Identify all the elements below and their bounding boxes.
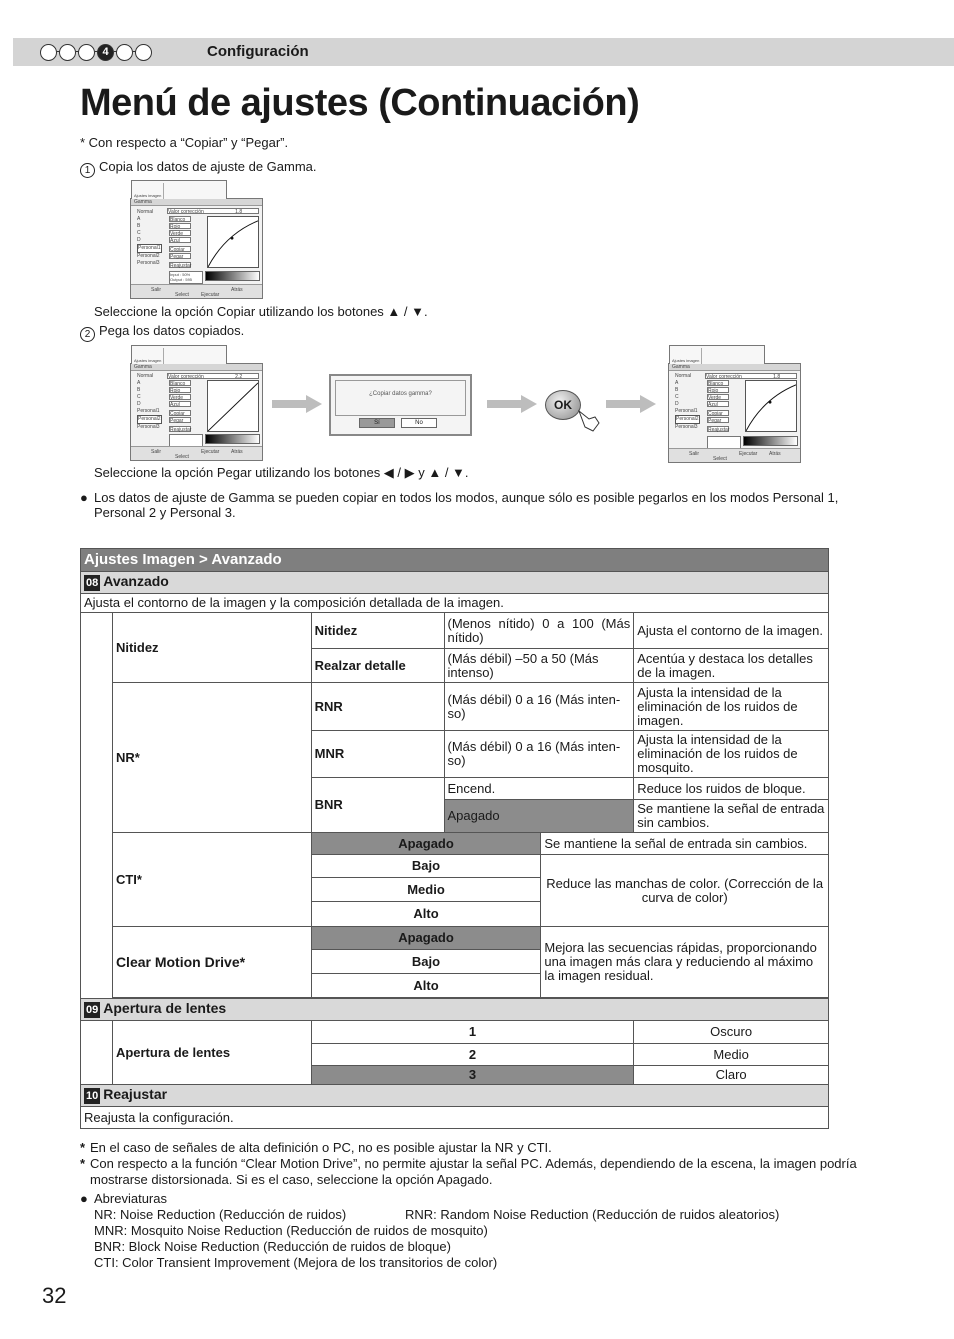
abbr-bnr: BNR: Block Noise Reduction (Reducción de ruidos de bloque) [94,1239,451,1254]
step1-hint: Seleccione la opción Copiar utilizando los botones ▲ / ▼. [94,304,428,319]
osd-value: Valor corrección 1.8 [705,373,797,379]
section-reajustar: 10 Reajustar [81,1085,829,1107]
nitidez-desc: Ajusta el contorno de la imagen. [634,613,829,649]
spacer-cell [81,613,113,999]
cti-low: Bajo [311,855,541,878]
nitidez-range: (Menos nítido) 0 a 100 (Más nítido) [444,613,634,649]
osd-buttons: Blanco Rojo Verde Azul Copiar Pegar Reajustar [708,381,730,433]
mnr-range: (Más débil) 0 a 16 (Más inten-so) [444,731,634,778]
footnote-1: * En el caso de señales de alta definición o PC, no es posible ajustar la NR y CTI. [80,1140,552,1155]
step2-label: Pega los datos copiados. [99,323,245,338]
dialog-question: ¿Copiar datos gamma? [369,391,432,397]
osd-gamma-paste [130,358,263,461]
osd-value: Valor corrección 1.8 [167,208,259,214]
bnr-on: Encend. [444,778,634,800]
gamma-note [80,490,840,520]
cmd-high: Alto [311,974,541,998]
osd-footer: Salir Select Ejecutar Atrás [131,284,262,298]
mnr-desc: Ajusta la intensidad de la eliminación de los ruidos de mosquito. [634,731,829,778]
osd-gamma-curve [207,216,259,268]
bnr-on-desc: Reduce los ruidos de bloque. [634,778,829,800]
step2-number: 2 [80,327,95,342]
bnr-off: Apagado [444,800,634,833]
cti-desc: Reduce las manchas de color. (Corrección de la curva de color) [541,855,829,927]
cti-label: CTI* [112,833,311,927]
cti-mid: Medio [311,878,541,902]
mnr-label: MNR [311,731,444,778]
apertura-3-desc: Claro [634,1066,829,1085]
arrow-right-icon [606,395,656,413]
osd-gamma-curve [207,380,259,432]
abbr-row [94,1207,880,1223]
reajustar-desc: Reajusta la configuración. [81,1107,829,1129]
osd-tab-image: Ajustes imagen [134,348,164,364]
arrow-right-icon [272,395,322,413]
ok-button-icon: OK [545,390,581,420]
apertura-2-desc: Medio [634,1044,829,1066]
spacer-cell [81,1021,113,1085]
footnotes [80,1140,880,1271]
nitidez-sub: Nitidez [311,613,444,649]
cti-high: Alto [311,902,541,927]
step2-text [80,323,244,342]
bullet-icon: ● [80,1191,88,1206]
apertura-label: Apertura de lentes [112,1021,311,1085]
apertura-2: 2 [311,1044,634,1066]
osd-io-readout: Input : 50% Output : 595 [169,271,203,284]
arrow-right-icon [487,395,537,413]
abbr-mnr: MNR: Mosquito Noise Reduction (Reducción de ruidos de mosquito) [94,1223,488,1238]
step2-hint: Seleccione la opción Pegar utilizando los botones ◀ / ▶ y ▲ / ▼. [94,465,469,480]
page-title: Menú de ajustes (Continuación) [80,82,640,124]
table-title: Ajustes Imagen > Avanzado [81,549,829,572]
dialog-no-button[interactable]: No [401,418,437,428]
section-avanzado: 08 Avanzado [81,572,829,594]
osd-buttons: Blanco Rojo Verde Azul Copiar Pegar Reajustar [170,217,192,269]
step-dot [135,44,152,61]
footnote-2: * Con respecto a la función “Clear Motion Drive”, no permite ajustar la señal PC. Además, dependiendo de la escena, la imagen podría mostrarse distorsionada. Si es el caso, seleccione la opción Apagado. [80,1156,857,1187]
cti-off: Apagado [311,833,541,855]
abbr-nr: NR: Noise Reduction (Reducción de ruidos) [94,1207,347,1222]
rnr-label: RNR [311,683,444,731]
rnr-desc: Ajusta la intensidad de la eliminación de los ruidos de imagen. [634,683,829,731]
osd-gamma-copy [130,193,263,299]
cmd-off: Apagado [311,927,541,950]
osd-gradient [743,436,798,446]
gamma-note-text: Los datos de ajuste de Gamma se pueden copiar en todos los modos, aunque sólo es posible pegarlos en los modos Personal 1, Personal 2 y Personal 3. [94,490,839,520]
osd-band: Gamma [669,364,800,371]
section-header-bar [13,38,954,66]
osd-gradient [205,271,260,281]
step1-number: 1 [80,163,95,178]
osd-footer: Salir Select Ejecutar Atrás [131,446,262,460]
apertura-1: 1 [311,1021,634,1044]
osd-tab-image: Ajustes imagen [672,348,702,364]
cmd-low: Bajo [311,950,541,974]
dialog-inner [335,380,466,416]
nitidez-label: Nitidez [112,613,311,683]
osd-tabs [131,180,227,200]
osd-gamma-curve [745,380,797,432]
osd-mode-list: Normal A B C D Personal1 Personal2 Personal3 [137,209,161,266]
osd-mode-list: Normal A B C D Personal1 Personal2 Personal3 [137,373,161,430]
abbr-title: Abreviaturas [94,1191,167,1206]
step1-label: Copia los datos de ajuste de Gamma. [99,159,317,174]
osd-gamma-pasted [668,358,801,463]
osd-band: Gamma [131,364,262,371]
pointing-hand-icon [575,405,603,433]
step1-text [80,159,317,178]
rnr-range: (Más débil) 0 a 16 (Más inten-so) [444,683,634,731]
bullet-icon: ● [80,490,88,505]
section-apertura: 09 Apertura de lentes [81,999,829,1021]
section-label: Configuración [207,43,309,60]
settings-table [80,548,829,1129]
page-number: 32 [42,1283,67,1308]
osd-band: Gamma [131,199,262,206]
osd-tabs [669,345,765,365]
osd-gradient [205,434,260,444]
copy-paste-note: * Con respecto a “Copiar” y “Pegar”. [80,135,289,150]
realzar-desc: Acentúa y destaca los detalles de la imagen. [634,649,829,683]
apertura-3: 3 [311,1066,634,1085]
realzar-range: (Más débil) –50 a 50 (Más intenso) [444,649,634,683]
step-dot-active: 4 [97,44,114,61]
avanzado-desc: Ajusta el contorno de la imagen y la composición detallada de la imagen. [81,594,829,613]
step-dot [40,44,57,61]
osd-value: Valor corrección 2.2 [167,373,259,379]
abbr-cti: CTI: Color Transient Improvement (Mejora de los transitorios de color) [94,1255,498,1270]
realzar-label: Realzar detalle [311,649,444,683]
cmd-label: Clear Motion Drive* [112,927,311,998]
abbreviations [80,1191,880,1271]
cmd-desc: Mejora las secuencias rápidas, proporcionando una imagen más clara y reduciendo al máximo la imagen residual. [541,927,829,998]
cti-off-desc: Se mantiene la señal de entrada sin cambios. [541,833,829,855]
step-dot [78,44,95,61]
osd-buttons: Blanco Rojo Verde Azul Copiar Pegar Reajustar [170,381,192,433]
copy-gamma-dialog [329,374,472,436]
osd-footer: Salir Select Ejecutar Atrás [669,448,800,462]
osd-tabs [131,345,227,365]
dialog-yes-button[interactable]: Sí [359,418,395,428]
nr-label: NR* [112,683,311,833]
step-dot [59,44,76,61]
bnr-label: BNR [311,778,444,833]
step-dot [116,44,133,61]
apertura-1-desc: Oscuro [634,1021,829,1044]
step-indicator [40,44,154,61]
osd-tab-image: Ajustes imagen [134,183,164,199]
bnr-off-desc: Se mantiene la señal de entrada sin cambios. [634,800,829,833]
abbr-rnr: RNR: Random Noise Reduction (Reducción de ruidos aleatorios) [405,1207,780,1222]
osd-mode-list: Normal A B C D Personal1 Personal2 Personal3 [675,373,699,430]
